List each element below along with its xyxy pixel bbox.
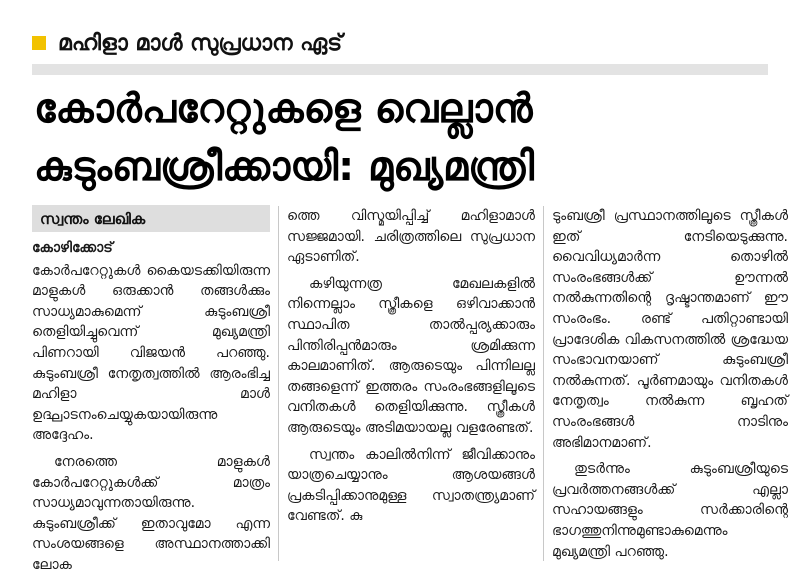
column-divider	[278, 206, 279, 561]
headline	[34, 80, 774, 196]
article-column-3	[552, 206, 788, 568]
paragraph: നേരത്തെ മാളുകൾ കോർപറേറ്റുകൾക്ക് മാത്രം സാധ്യമാവുന്നതായിരുന്നു. കുടുംബശ്രീക്ക് ഇതാവുമോ എന്ന സംശയങ്ങളെ അസ്ഥാനത്താക്കി ലോക	[32, 453, 270, 573]
dateline: കോഴിക്കോട്	[32, 240, 113, 256]
column-divider	[543, 206, 544, 561]
header-rule	[32, 64, 768, 75]
article-column-2	[287, 206, 535, 533]
paragraph: ടുംബശ്രീ പ്രസ്ഥാനത്തിലൂടെ സ്ത്രീകൾ ഇത് നേടിയെടുക്കുന്നു. വൈവിധ്യമാർന്ന തൊഴിൽ സംരംഭങ്ങൾക്ക് ഊന്നൽ നൽകുന്നതിന്റെ ദൃഷ്ടാന്തമാണ് ഈ സംരംഭം. രണ്ട് പതിറ്റാണ്ടായി പ്രാദേശിക വികസനത്തിൽ ശ്രദ്ധേയ സംഭാവനയാണ് കുടുംബശ്രീ നൽകുന്നത്. പൂർണമായും വനിതകൾ നേതൃത്വം നൽകുന്ന ബൃഹത് സംരംഭങ്ങൾ നാടിനും അഭിമാനമാണ്.	[552, 208, 788, 451]
kicker	[32, 26, 342, 60]
paragraph: ത്തെ വിസ്മയിപ്പിച്ച് മഹിളാമാൾ സജ്ജമായി. ചരിത്രത്തിലെ സുപ്രധാന ഏടാണിത്.	[287, 208, 535, 266]
kicker-text: മഹിളാ മാൾ സുപ്രധാന ഏട്	[58, 30, 343, 56]
kicker-square-icon	[32, 36, 46, 50]
paragraph: സ്വന്തം കാലിൽനിന്ന് ജീവിക്കാനും യാത്രചെയ്യാനും ആശയങ്ങൾ പ്രകടിപ്പിക്കാനുമുള്ള സ്വാതന്ത്ര്യമാണ് വേണ്ടത്. കു	[287, 446, 535, 525]
paragraph: തുടർന്നും കുടുംബശ്രീയുടെ പ്രവർത്തനങ്ങൾക്ക് എല്ലാ സഹായങ്ങളും സർക്കാരിന്റെ ഭാഗത്തുനിന്നുമുണ്ടാകുമെന്നും മുഖ്യമന്ത്രി പറഞ്ഞു.	[552, 461, 788, 560]
byline-text: സ്വന്തം ലേഖിക	[40, 209, 146, 228]
paragraph: കോർപറേറ്റുകൾ കൈയടക്കിയിരുന്ന മാളുകൾ ഒരുക്കാൻ തങ്ങൾക്കും സാധ്യമാകുമെന്ന് കുടുംബശ്രീ തെളിയിച്ചുവെന്ന് മുഖ്യമന്ത്രി പിണറായി വിജയൻ പറഞ്ഞു. കുടുംബശ്രീ നേതൃത്വത്തിൽ ആരംഭിച്ച മഹിളാ മാൾ ഉദ്ഘാടനംചെയ്യുകയായിരുന്നു അദ്ദേഹം.	[32, 262, 270, 444]
article-column-1	[32, 238, 270, 582]
paragraph: കഴിയുന്നത്ര മേഖലകളിൽ നിന്നെല്ലാം സ്ത്രീകളെ ഒഴിവാക്കാൻ സ്ഥാപിത താൽപ്പര്യക്കാരും പിന്തിരിപ്പൻമാരും ശ്രമിക്കുന്ന കാലമാണിത്. ആരുടെയും പിന്നിലല്ല തങ്ങളെന്ന് ഇത്തരം സംരംഭങ്ങളിലൂടെ വനിതകൾ തെളിയിക്കുന്നു. സ്ത്രീകൾ ആരുടെയും അടിമയായല്ല വളരേണ്ടത്.	[287, 275, 535, 436]
headline-line-1: കോർപറേറ്റുകളെ വെല്ലാൻ	[34, 86, 533, 132]
byline	[32, 205, 270, 232]
headline-line-2: കുടുംബശ്രീക്കായി: മുഖ്യമന്ത്രി	[34, 144, 535, 190]
